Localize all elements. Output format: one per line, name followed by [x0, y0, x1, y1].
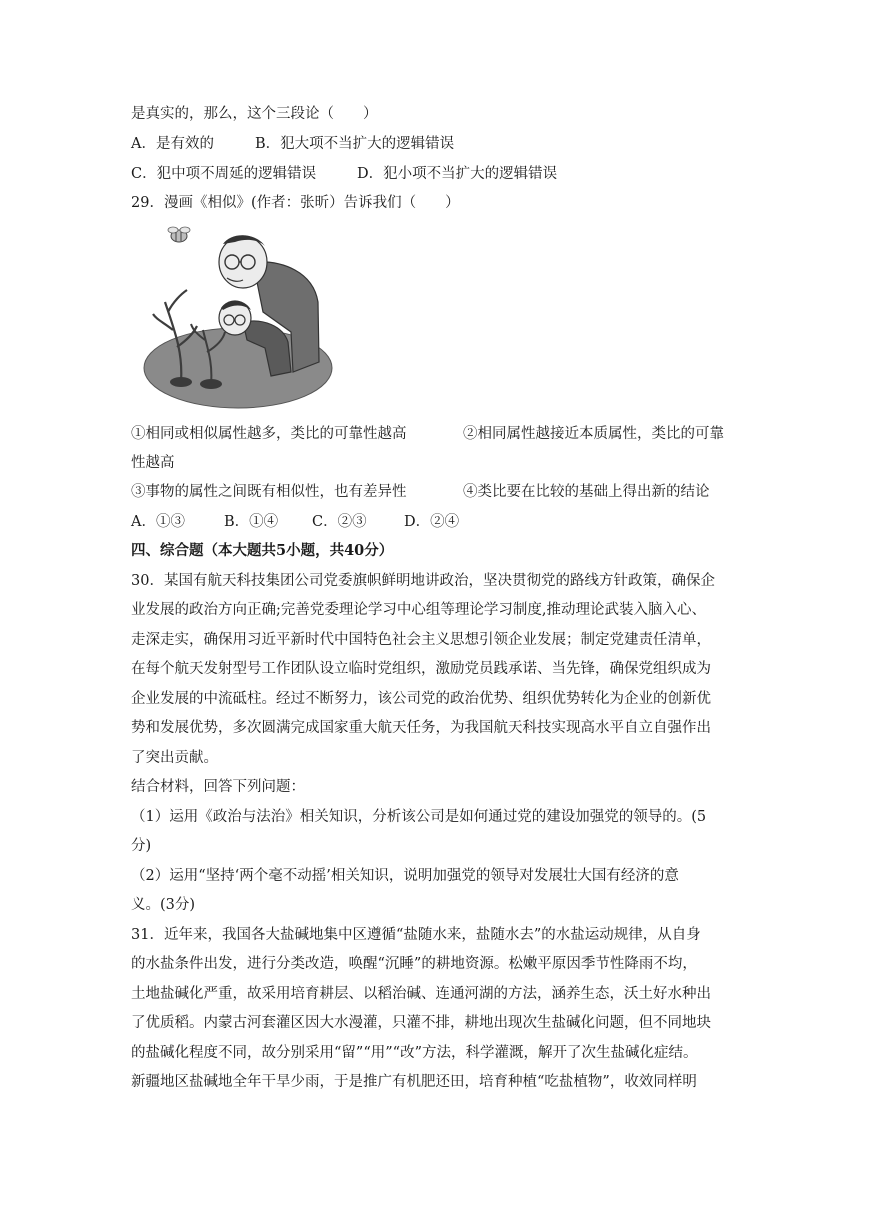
- q29-statement-3: ③事物的属性之间既有相似性，也有差异性: [131, 484, 407, 500]
- cartoon-illustration: [143, 222, 333, 412]
- q28-option-d[interactable]: D．犯小项不当扩大的逻辑错误: [357, 166, 558, 182]
- q31-line-4: 了优质稻。内蒙古河套灌区因大水漫灌，只灌不排，耕地出现次生盐碱化问题，但不同地块: [131, 1015, 711, 1031]
- q28-option-b[interactable]: B．犯大项不当扩大的逻辑错误: [255, 136, 455, 152]
- q29-statement-2-cont: 性越高: [131, 455, 175, 471]
- q30-sub2-cont: 义。(3分): [131, 897, 196, 913]
- q30-prompt: 结合材料，回答下列问题：: [131, 779, 305, 795]
- bee-icon: [168, 227, 190, 242]
- q29-options: [131, 512, 751, 532]
- q28-option-c[interactable]: C．犯中项不周延的逻辑错误: [131, 166, 317, 182]
- q29-statement-2: ②相同属性越接近本质属性，类比的可靠: [463, 426, 724, 442]
- q30-line-7: 了突出贡献。: [131, 750, 218, 766]
- q29-statement-4: ④类比要在比较的基础上得出新的结论: [463, 484, 710, 500]
- q30-line-2: 业发展的政治方向正确;完善党委理论学习中心组等理论学习制度,推动理论武装入脑入心、: [131, 602, 706, 618]
- q30-sub2: （2）运用“坚持‘两个毫不动摇’相关知识，说明加强党的领导对发展壮大国有经济的意: [131, 868, 679, 884]
- q30-line-4: 在每个航天发射型号工作团队设立临时党组织，激励党员践承诺、当先锋，确保党组织成为: [131, 661, 711, 677]
- q30-line-1: 30．某国有航天科技集团公司党委旗帜鲜明地讲政治，坚决贯彻党的路线方针政策，确保企: [131, 573, 715, 589]
- q28-option-a[interactable]: A．是有效的: [131, 136, 214, 152]
- q31-line-6: 新疆地区盐碱地全年干旱少雨，于是推广有机肥还田，培育种植“吃盐植物”，收效同样明: [131, 1074, 697, 1090]
- q31-line-2: 的水盐条件出发，进行分类改造，唤醒“沉睡”的耕地资源。松嫩平原因季节性降雨不均，: [131, 956, 697, 972]
- section-heading: 四、综合题（本大题共5小题，共40分）: [131, 542, 394, 559]
- q28-options-row1: [131, 134, 751, 154]
- q30-line-5: 企业发展的中流砥柱。经过不断努力，该公司党的政治优势、组织优势转化为企业的创新优: [131, 691, 711, 707]
- q29-option-b[interactable]: B．①④: [224, 514, 279, 530]
- q29-option-c[interactable]: C．②③: [312, 514, 367, 530]
- q29-statement-1: ①相同或相似属性越多，类比的可靠性越高: [131, 426, 407, 442]
- q29-option-d[interactable]: D．②④: [404, 514, 460, 530]
- q28-stem-tail: 是真实的，那么，这个三段论（ ）: [131, 106, 378, 122]
- q30-sub1-cont: 分): [131, 838, 152, 854]
- q29-option-a[interactable]: A．①③: [131, 514, 185, 530]
- q30-line-6: 势和发展优势，多次圆满完成国家重大航天任务，为我国航天科技实现高水平自立自强作出: [131, 720, 711, 736]
- q29-statements-row2: [131, 482, 751, 502]
- q30-line-3: 走深走实，确保用习近平新时代中国特色社会主义思想引领企业发展；制定党建责任清单，: [131, 632, 711, 648]
- q31-line-1: 31．近年来，我国各大盐碱地集中区遵循“盐随水来，盐随水去”的水盐运动规律，从自身: [131, 927, 701, 943]
- q29-stem: 29．漫画《相似》(作者：张昕）告诉我们（ ）: [131, 195, 460, 211]
- q30-sub1: （1）运用《政治与法治》相关知识，分析该公司是如何通过党的建设加强党的领导的。(5: [131, 809, 707, 825]
- q29-statements-row1: [131, 424, 751, 444]
- q31-line-3: 土地盐碱化严重，故采用培育耕层、以稻治碱、连通河湖的方法，涵养生态，沃土好水种出: [131, 986, 711, 1002]
- q28-options-row2: [131, 164, 751, 184]
- q31-line-5: 的盐碱化程度不同，故分别采用“留”“用”“改”方法，科学灌溉，解开了次生盐碱化症结。: [131, 1045, 698, 1061]
